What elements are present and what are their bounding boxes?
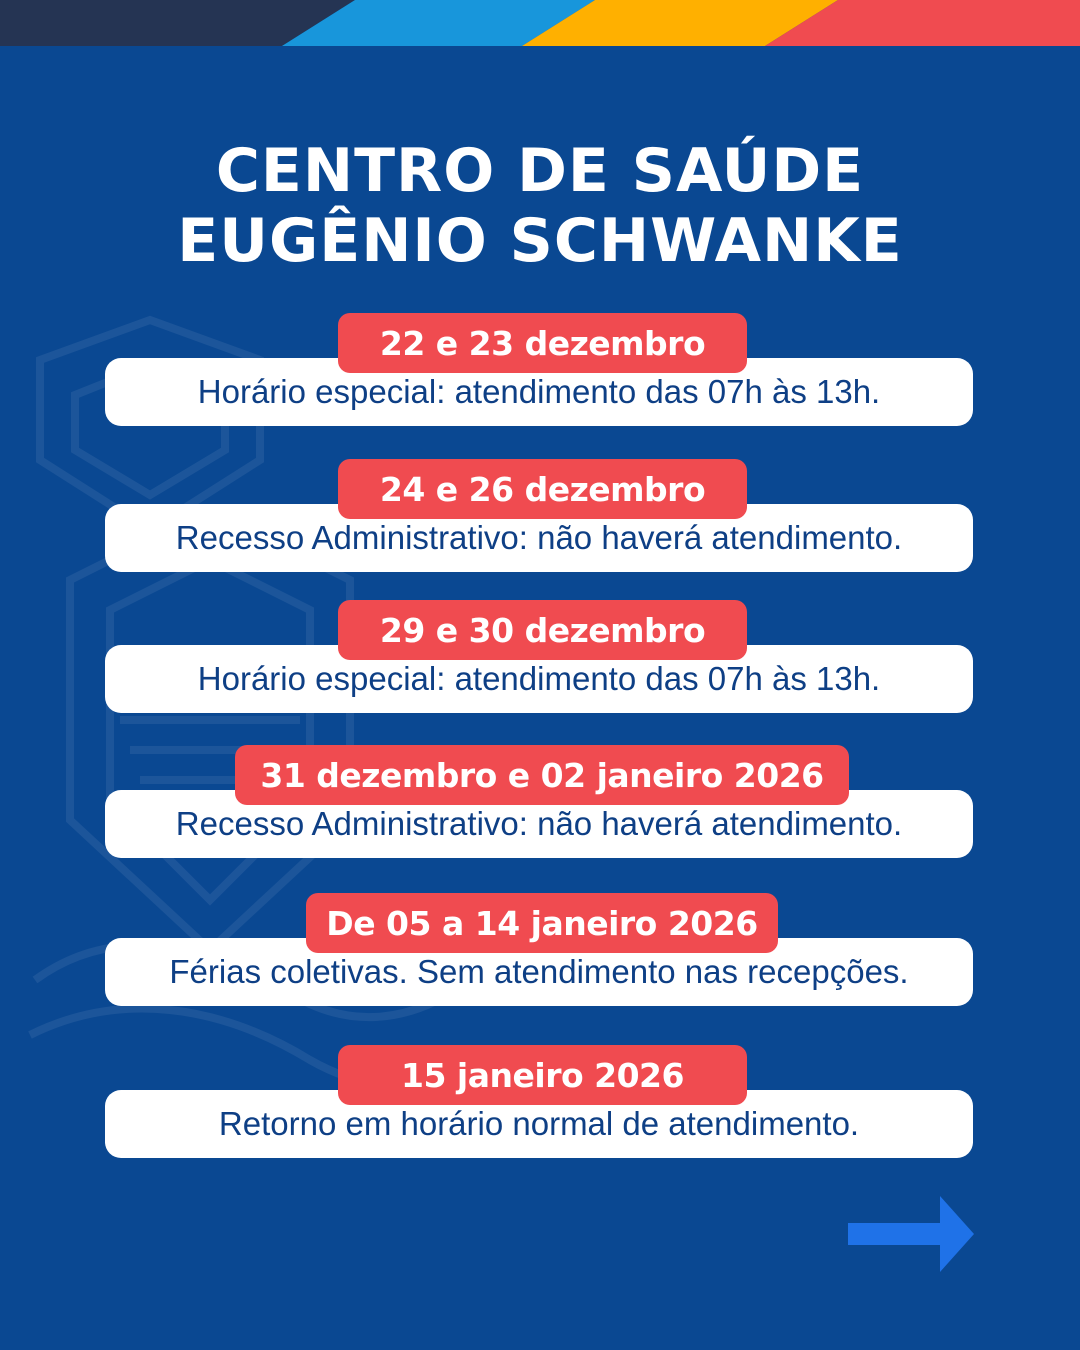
schedule-item: [0, 459, 1080, 579]
schedule-item: [0, 600, 1080, 720]
schedule-item: [0, 745, 1080, 865]
schedule-item: [0, 313, 1080, 433]
page-title-line-2: EUGÊNIO SCHWANKE: [177, 206, 903, 276]
page-title-line-1: CENTRO DE SAÚDE: [215, 136, 865, 206]
schedule-description: Recesso Administrativo: não haverá atendimento.: [105, 504, 973, 572]
date-badge: 15 janeiro 2026: [338, 1045, 747, 1105]
date-badge: 24 e 26 dezembro: [338, 459, 747, 519]
date-badge: 22 e 23 dezembro: [338, 313, 747, 373]
top-color-stripes: [0, 0, 1080, 46]
date-badge: 29 e 30 dezembro: [338, 600, 747, 660]
schedule-description: Recesso Administrativo: não haverá atendimento.: [105, 790, 973, 858]
arrow-right-icon[interactable]: [848, 1196, 974, 1272]
date-badge: 31 dezembro e 02 janeiro 2026: [235, 745, 849, 805]
date-badge: De 05 a 14 janeiro 2026: [306, 893, 778, 953]
schedule-description: Horário especial: atendimento das 07h às 13h.: [105, 645, 973, 713]
schedule-description: Retorno em horário normal de atendimento.: [105, 1090, 973, 1158]
schedule-item: [0, 1045, 1080, 1165]
schedule-description: Férias coletivas. Sem atendimento nas recepções.: [105, 938, 973, 1006]
schedule-item: [0, 893, 1080, 1013]
schedule-description: Horário especial: atendimento das 07h às 13h.: [105, 358, 973, 426]
page-title: [0, 136, 1080, 276]
